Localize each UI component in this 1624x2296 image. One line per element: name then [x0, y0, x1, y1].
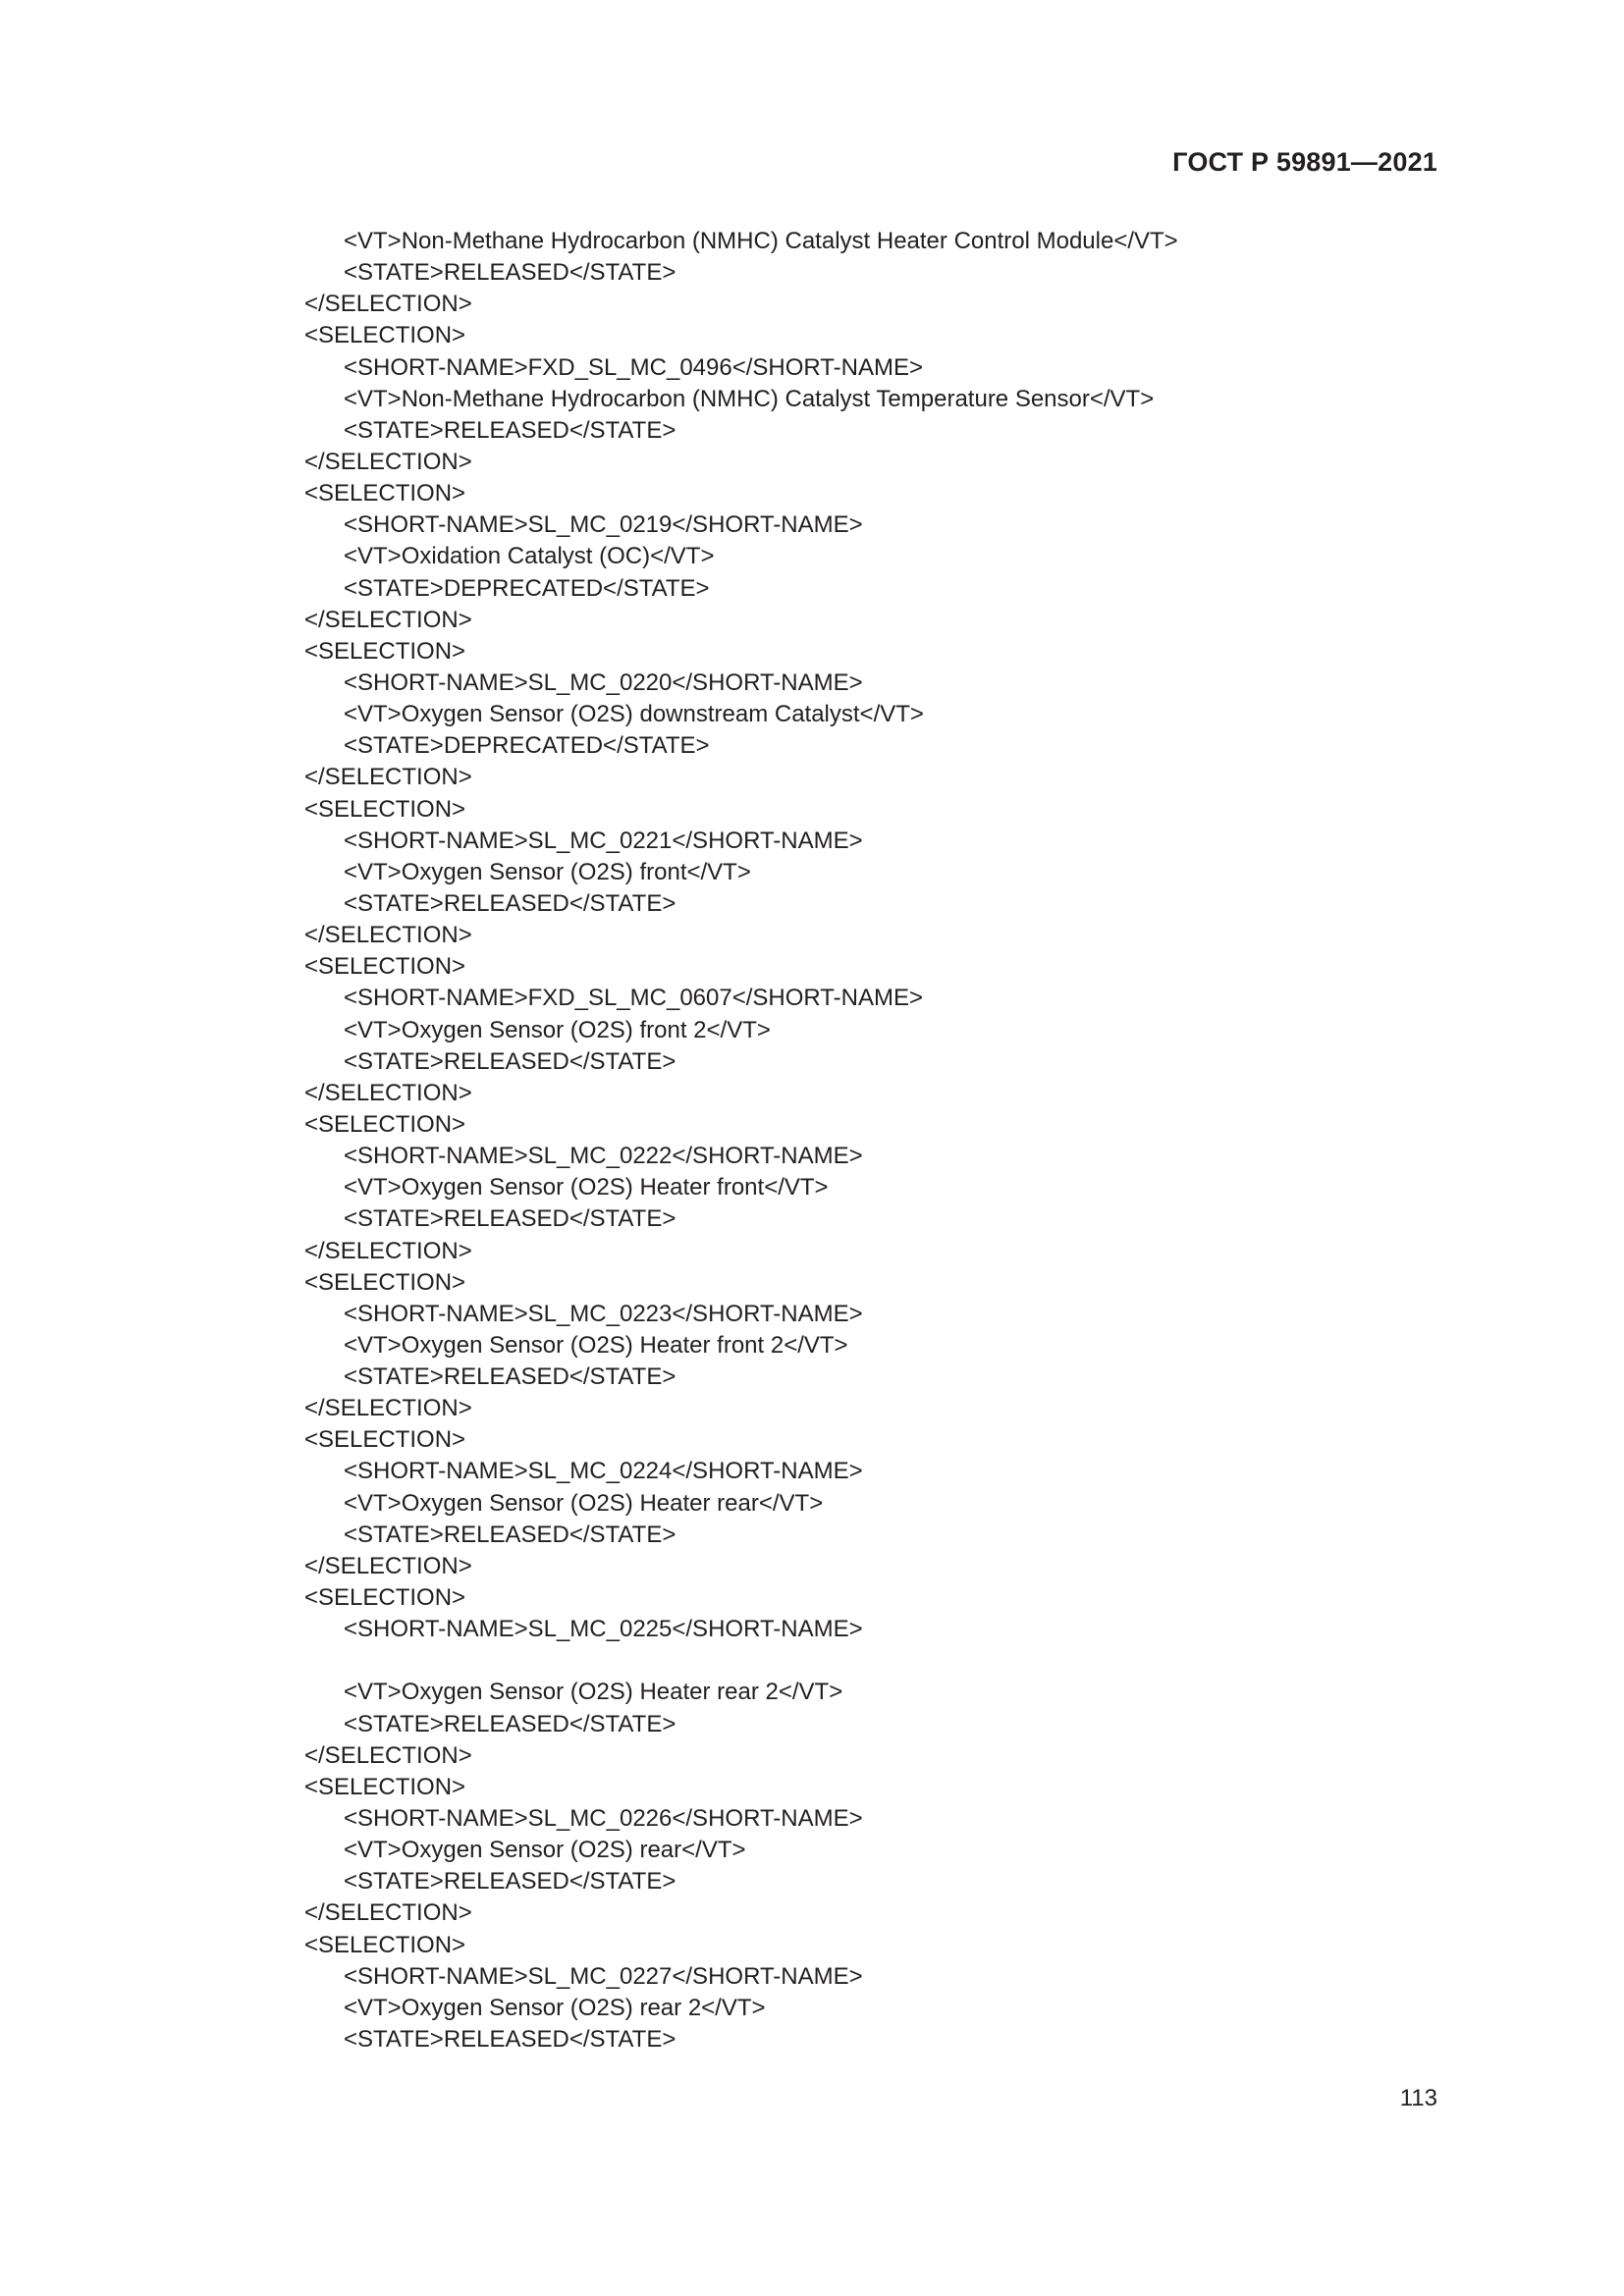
code-line: <SELECTION> — [304, 1931, 466, 1958]
code-line: <STATE>RELEASED</STATE> — [344, 416, 677, 444]
code-line: <SHORT-NAME>SL_MC_0225</SHORT-NAME> — [344, 1616, 863, 1643]
code-line: <SHORT-NAME>SL_MC_0219</SHORT-NAME> — [344, 511, 863, 539]
code-line: <STATE>RELEASED</STATE> — [344, 889, 677, 917]
code-line: <SHORT-NAME>SL_MC_0226</SHORT-NAME> — [344, 1805, 863, 1833]
code-line: <VT>Oxygen Sensor (O2S) Heater rear</VT> — [344, 1489, 824, 1517]
code-line: <STATE>DEPRECATED</STATE> — [344, 574, 710, 602]
code-line: <SHORT-NAME>SL_MC_0222</SHORT-NAME> — [344, 1143, 863, 1170]
code-line: <SHORT-NAME>SL_MC_0224</SHORT-NAME> — [344, 1458, 863, 1485]
code-line: <VT>Oxidation Catalyst (OC)</VT> — [344, 543, 715, 570]
code-line: <SELECTION> — [304, 1426, 466, 1454]
code-line: </SELECTION> — [304, 1552, 472, 1579]
code-line: <STATE>RELEASED</STATE> — [344, 1205, 677, 1233]
code-line: <STATE>RELEASED</STATE> — [344, 1047, 677, 1075]
code-line: <SELECTION> — [304, 637, 466, 665]
code-line: <SHORT-NAME>SL_MC_0220</SHORT-NAME> — [344, 668, 863, 696]
code-line: <STATE>RELEASED</STATE> — [344, 1868, 677, 1896]
code-line: <SHORT-NAME>FXD_SL_MC_0607</SHORT-NAME> — [344, 985, 923, 1012]
page-number: 113 — [1399, 2085, 1437, 2111]
code-line: </SELECTION> — [304, 1237, 472, 1264]
code-line: <STATE>RELEASED</STATE> — [344, 259, 677, 287]
code-line: <SELECTION> — [304, 1773, 466, 1800]
code-line: <VT>Oxygen Sensor (O2S) Heater rear 2</VT> — [344, 1679, 843, 1706]
code-line: <SHORT-NAME>SL_MC_0227</SHORT-NAME> — [344, 1962, 863, 1990]
code-line: </SELECTION> — [304, 764, 472, 791]
code-line: </SELECTION> — [304, 1741, 472, 1769]
code-line: <VT>Oxygen Sensor (O2S) Heater front 2</VT> — [344, 1331, 848, 1359]
code-line: <VT>Oxygen Sensor (O2S) rear</VT> — [344, 1837, 746, 1864]
code-line: <VT>Oxygen Sensor (O2S) rear 2</VT> — [344, 1994, 766, 2021]
code-line: <STATE>RELEASED</STATE> — [344, 1710, 677, 1737]
code-line: <SHORT-NAME>SL_MC_0223</SHORT-NAME> — [344, 1300, 863, 1327]
code-line: <VT>Oxygen Sensor (O2S) Heater front</VT> — [344, 1174, 829, 1201]
code-line: <VT>Oxygen Sensor (O2S) front</VT> — [344, 858, 751, 885]
code-line: <VT>Oxygen Sensor (O2S) downstream Catalyst</VT> — [344, 701, 924, 728]
code-line: <STATE>RELEASED</STATE> — [344, 2026, 677, 2054]
code-line: <VT>Oxygen Sensor (O2S) front 2</VT> — [344, 1016, 771, 1043]
code-line: <SHORT-NAME>SL_MC_0221</SHORT-NAME> — [344, 827, 863, 854]
code-line: </SELECTION> — [304, 1395, 472, 1422]
code-line: </SELECTION> — [304, 606, 472, 633]
code-line — [304, 1645, 1434, 1677]
code-line: <SELECTION> — [304, 795, 466, 823]
code-line: <SELECTION> — [304, 322, 466, 349]
code-line: <SHORT-NAME>FXD_SL_MC_0496</SHORT-NAME> — [344, 353, 923, 381]
code-line: <VT>Non-Methane Hydrocarbon (NMHC) Catalyst Temperature Sensor</VT> — [344, 385, 1155, 412]
document-standard-header: ГОСТ Р 59891—2021 — [1172, 147, 1437, 177]
code-line: <SELECTION> — [304, 1584, 466, 1612]
code-line: <SELECTION> — [304, 1110, 466, 1138]
code-line: </SELECTION> — [304, 291, 472, 318]
code-line: <SELECTION> — [304, 953, 466, 981]
code-line: </SELECTION> — [304, 1079, 472, 1106]
code-line: </SELECTION> — [304, 922, 472, 949]
code-line: </SELECTION> — [304, 1899, 472, 1927]
code-line: <SELECTION> — [304, 480, 466, 507]
code-line: <STATE>RELEASED</STATE> — [344, 1521, 677, 1548]
code-line: <STATE>RELEASED</STATE> — [344, 1363, 677, 1391]
code-line: <STATE>DEPRECATED</STATE> — [344, 732, 710, 760]
code-line: </SELECTION> — [304, 448, 472, 475]
code-line: <VT>Non-Methane Hydrocarbon (NMHC) Catalyst Heater Control Module</VT> — [344, 228, 1178, 254]
code-line: <SELECTION> — [304, 1268, 466, 1296]
xml-code-listing — [304, 226, 1434, 2056]
